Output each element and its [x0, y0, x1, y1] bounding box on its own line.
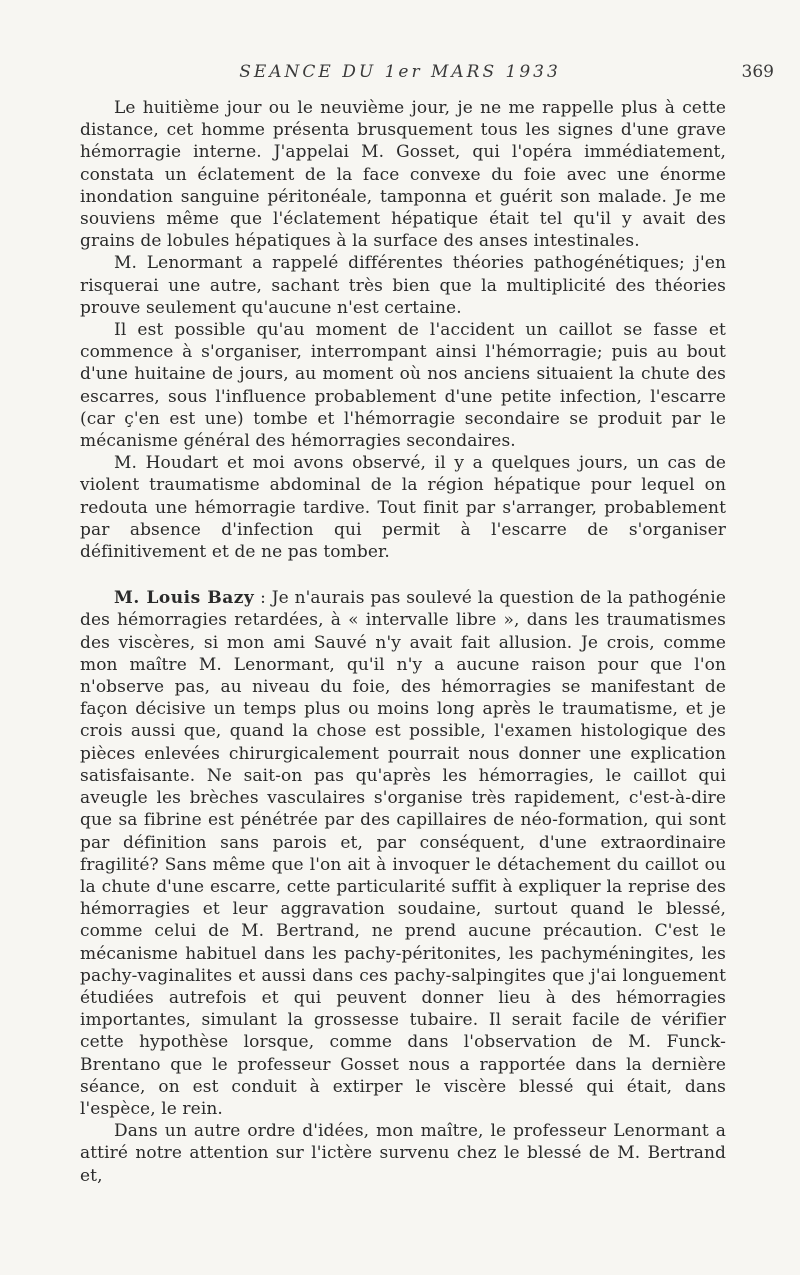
paragraph-5-text: : Je n'aurais pas soulevé la question de la pathogénie des hémorragies retardées, à « intervalle libre », dans les traumatismes des viscères, si mon ami Sauvé n'y avait fait allusion. Je crois, comme mon maître M. Lenormant, qu'il n'y a aucune raison pour que l'on n'observe pas, au niveau du foie, des hémorragies se manifestant de façon décisive un temps plus ou moins long après le traumatisme, et je crois aussi que, quand la chose est possible, l'examen histologique des pièces enlevées chirurgicalement pourrait nous donner une explication satisfaisante. Ne sait-on pas qu'après les hémorragies, le caillot qui aveugle les brèches vasculaires s'organise très rapidement, c'est-à-dire que sa fibrine est pénétrée par des capillaires de néo-formation, qui sont par définition sans parois et, par conséquent, d'une extraordinaire fragilité? Sans même que l'on ait à invoquer le détachement du caillot ou la chute d'une escarre, cette particularité suffit à expliquer la reprise des hémorragies et leur aggravation soudaine, surtout quand le blessé, comme celui de M. Bertrand, ne prend aucune précaution. C'est le mécanisme habituel dans les pachy-péritonites, les pachyméningites, les pachy-vaginalites et aussi dans ces pachy-salpingites que j'ai longuement étudiées autrefois et qui peuvent donner lieu à des hémorragies importantes, simulant la grossesse tubaire. Il serait facile de vérifier cette hypothèse lorsque, comme dans l'observation de M. Funck-Brentano que le professeur Gosset nous a rapportée dans la dernière séance, on est conduit à extirper le viscère blessé qui était, dans l'espèce, le rein. [80, 588, 726, 1119]
paragraph-1: Le huitième jour ou le neuvième jour, je ne me rappelle plus à cette distance, cet homme présenta brusquement tous les signes d'une grave hémorragie interne. J'appelai M. Gosset, qui l'opéra immédiatement, constata un éclatement de la face convexe du foie avec une énorme inondation sanguine péritonéale, tamponna et guérit son malade. Je me souviens même que l'éclatement hépatique était tel qu'il y avait des grains de lobules hépatiques à la surface des anses intestinales. [80, 98, 726, 252]
paragraph-2: M. Lenormant a rappelé différentes théories pathogénétiques; j'en risquerai une autre, sachant très bien que la multiplicité des théories prouve seulement qu'aucune n'est certaine. [80, 253, 726, 318]
speaker-name: M. Louis Bazy [114, 588, 255, 609]
paragraph-6: Dans un autre ordre d'idées, mon maître, le professeur Lenormant a attiré notre attention sur l'ictère survenu chez le blessé de M. Bertrand et, [80, 1121, 726, 1186]
page-number: 369 [741, 62, 774, 82]
paragraph-3: Il est possible qu'au moment de l'accident un caillot se fasse et commence à s'organiser, interrompant ainsi l'hémorragie; puis au bout d'une huitaine de jours, au moment où nos anciens situaient la chute des escarres, sous l'influence probablement d'une petite infection, l'escarre (car ç'en est une) tombe et l'hémorragie secondaire se produit par le mécanisme général des hémorragies secondaires. [80, 320, 726, 452]
page-header [0, 62, 800, 86]
paragraph-5 [80, 587, 726, 1120]
body-text [80, 97, 726, 1187]
paragraph-4: M. Houdart et moi avons observé, il y a quelques jours, un cas de violent traumatisme abdominal de la région hépatique pour lequel on redouta une hémorragie tardive. Tout finit par s'arranger, probablement par absence d'infection qui permit à l'escarre de s'organiser définitivement et de ne pas tomber. [80, 453, 726, 563]
running-head: SEANCE DU 1er MARS 1933 [239, 62, 561, 82]
